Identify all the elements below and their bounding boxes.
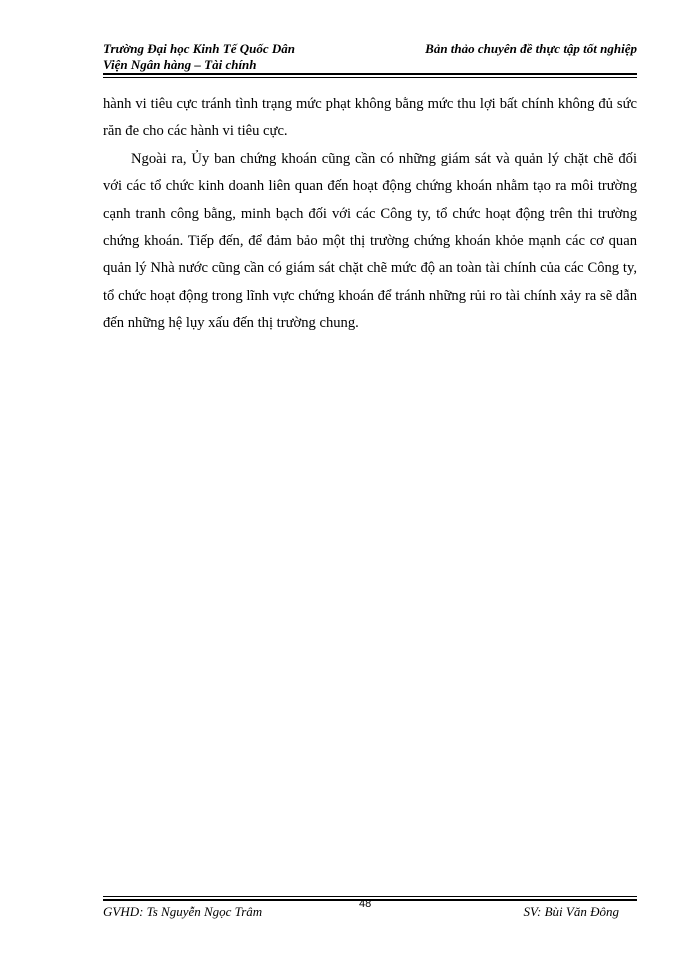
page-footer: [103, 898, 637, 922]
body-text: [103, 91, 637, 338]
header-document-title: Bản thảo chuyên đề thực tập tốt nghiệp: [425, 41, 637, 56]
header-university: Trường Đại học Kinh Tế Quốc Dân: [103, 41, 295, 56]
header-rule-thick: [103, 73, 637, 75]
header-rule-thin: [103, 77, 637, 78]
paragraph-1: hành vi tiêu cực tránh tình trạng mức phạt không bằng mức thu lợi bất chính không đủ sức răn đe cho các hành vi tiêu cực.: [103, 96, 637, 140]
paragraph-2: Ngoài ra, Ủy ban chứng khoán cũng cần có những giám sát và quản lý chặt chẽ đối với các tổ chức kinh doanh liên quan đến hoạt động chứng khoán nhằm tạo ra môi trường cạnh tranh công bằng, minh bạch đối với các Công ty, tổ chức hoạt động trên thi trường chứng khoán. Tiếp đến, để đảm bảo một thị trường chứng khoán khỏe mạnh các cơ quan quản lý Nhà nước cũng cần có giám sát chặt chẽ mức độ an toàn tài chính của các Công ty, tổ chức hoạt động trong lĩnh vực chứng khoán để tránh những rủi ro tài chính xảy ra sẽ dẫn đến những hệ lụy xấu đến thị trường chung.: [103, 150, 637, 332]
page-header: [103, 40, 637, 72]
footer-student: SV: Bùi Văn Đông: [523, 904, 619, 919]
footer-rule-thin: [103, 896, 637, 897]
page-number: 48: [359, 898, 372, 910]
footer-advisor: GVHD: Ts Nguyễn Ngọc Trâm: [103, 904, 263, 919]
header-institute: Viện Ngân hàng – Tài chính: [103, 57, 257, 72]
